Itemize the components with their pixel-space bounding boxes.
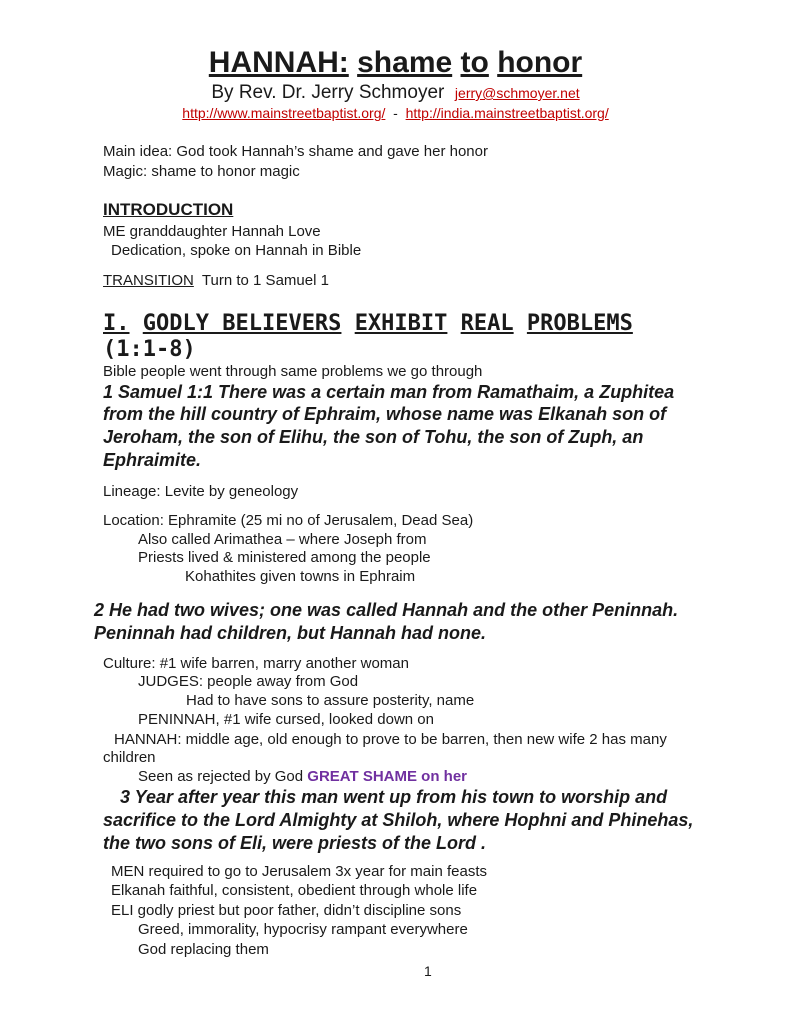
section-heading [103,310,633,337]
text-line: God replacing them [138,941,269,958]
section-word-godly-believers: GODLY BELIEVERS [142,311,342,336]
text-line: Greed, immorality, hypocrisy rampant everywhere [138,921,468,938]
transition-line [103,271,329,290]
verse-line: Ephraimite. [103,450,202,470]
document-title [0,45,791,81]
intro-line-2: Dedication, spoke on Hannah in Bible [111,242,362,259]
magic-line: Magic: shame to honor magic [103,163,300,180]
text-line: Culture: #1 wife barren, marry another woman [103,655,409,672]
text-line: Priests lived & ministered among the people [138,549,431,566]
verse-line: the two sons of Eli, were priests of the Lord . [103,833,487,853]
text-line: ELI godly priest but poor father, didn’t discipline sons [111,902,462,919]
page-number: 1 [424,963,432,979]
byline [0,82,791,104]
intro-line-1: ME granddaughter Hannah Love [103,223,321,240]
verse-line: 3 Year after year this man went up from his town to worship and [120,787,668,807]
text-line: PENINNAH, #1 wife cursed, looked down on [138,711,434,728]
section-number: I. [103,311,130,336]
lineage-line: Lineage: Levite by geneology [103,483,299,500]
introduction-heading: INTRODUCTION [103,200,234,219]
text-line: HANNAH: middle age, old enough to prove to be barren, then new wife 2 has many [114,731,667,748]
text-line: Elkanah faithful, consistent, obedient through whole life [111,882,478,899]
location-line: Location: Ephramite (25 mi no of Jerusalem, Dead Sea) [103,512,474,529]
author-name: By Rev. Dr. Jerry Schmoyer [211,82,445,103]
text-line [138,767,467,786]
section-word-real: REAL [460,311,514,336]
text-span: Seen as rejected by God [138,768,304,785]
text-line: children [103,749,156,766]
title-word-honor: honor [497,46,583,79]
title-word-hannah: HANNAH: [208,46,349,79]
link-separator: - [393,105,398,121]
title-word-shame: shame [357,46,453,79]
author-email-link[interactable]: jerry@schmoyer.net [454,85,580,101]
text-line: Also called Arimathea – where Joseph from [138,531,427,548]
transition-text: Turn to 1 Samuel 1 [201,272,329,289]
verse-line: 1 Samuel 1:1 There was a certain man from Ramathaim, a Zuphitea [103,382,675,402]
great-shame-highlight: GREAT SHAME on her [307,768,468,785]
transition-label: TRANSITION [103,272,194,289]
title-word-to: to [460,46,489,79]
text-line: JUDGES: people away from God [138,673,359,690]
section-word-exhibit: EXHIBIT [354,311,448,336]
text-line: Had to have sons to assure posterity, name [186,692,475,709]
website-link-main[interactable]: http://www.mainstreetbaptist.org/ [182,105,386,121]
website-link-india[interactable]: http://india.mainstreetbaptist.org/ [405,105,609,121]
verse-line: Peninnah had children, but Hannah had none. [94,623,487,643]
text-line: Kohathites given towns in Ephraim [185,568,416,585]
text-line: MEN required to go to Jerusalem 3x year for main feasts [111,863,487,880]
main-idea: Main idea: God took Hannah’s shame and gave her honor [103,143,488,160]
section-reference: (1:1-8) [103,337,196,362]
verse-line: sacrifice to the Lord Almighty at Shiloh, where Hophni and Phinehas, [103,810,694,830]
verse-line: Jeroham, the son of Elihu, the son of Tohu, the son of Zuph, an [103,427,644,447]
website-links [0,104,791,122]
verse-line: 2 He had two wives; one was called Hannah and the other Peninnah. [94,600,679,620]
section-word-problems: PROBLEMS [526,311,633,336]
verse-line: from the hill country of Ephraim, whose name was Elkanah son of [103,404,667,424]
text-line: Bible people went through same problems we go through [103,363,483,380]
